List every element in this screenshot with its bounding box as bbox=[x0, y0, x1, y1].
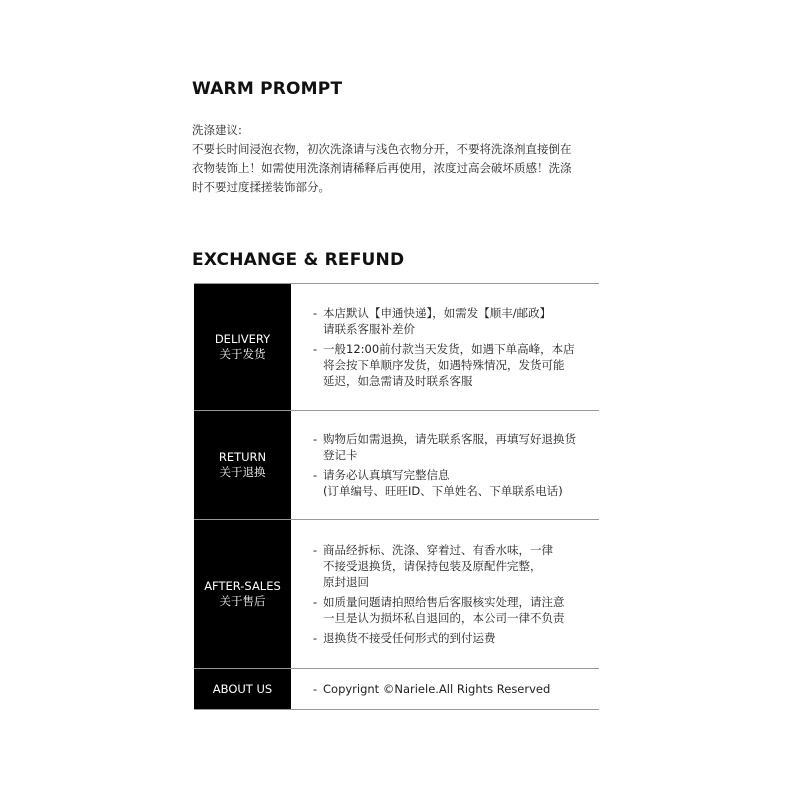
policy-row-about-us bbox=[194, 669, 599, 710]
policy-table bbox=[194, 283, 599, 710]
policy-item-text: 一般12:00前付款当天发货，如遇下单高峰，本店 将会按下单顺序发货，如遇特殊情况，发货可能 延迟，如急需请及时联系客服 bbox=[323, 342, 575, 388]
policy-item-text: 本店默认【申通快递】，如需发【顺丰/邮政】 请联系客服补差价 bbox=[323, 306, 552, 336]
row-label-cn: 关于售后 bbox=[219, 594, 266, 608]
policy-row-delivery bbox=[194, 284, 599, 411]
row-label-en: DELIVERY bbox=[214, 332, 271, 346]
policy-item bbox=[313, 630, 589, 646]
bullet-dash: - bbox=[313, 543, 318, 557]
policy-item-text: 购物后如需退换，请先联系客服，再填写好退换货 登记卡 bbox=[323, 432, 576, 462]
bullet-dash: - bbox=[313, 682, 318, 696]
exchange-refund-title: EXCHANGE & REFUND bbox=[192, 250, 405, 270]
policy-item bbox=[313, 305, 589, 337]
bullet-dash: - bbox=[313, 342, 318, 356]
policy-item bbox=[313, 681, 589, 697]
row-label-delivery bbox=[194, 284, 291, 410]
row-content-after-sales bbox=[291, 520, 599, 668]
row-label-after-sales bbox=[194, 520, 291, 668]
row-content-return bbox=[291, 411, 599, 519]
row-label-about-us bbox=[194, 669, 291, 709]
bullet-dash: - bbox=[313, 595, 318, 609]
bullet-dash: - bbox=[313, 306, 318, 320]
row-label-cn: 关于退换 bbox=[219, 465, 266, 479]
washing-advice-line: 时不要过度揉搓装饰部分。 bbox=[192, 180, 330, 194]
policy-item-text: 请务必认真填写完整信息 (订单编号、旺旺ID、下单姓名、下单联系电话) bbox=[323, 468, 563, 498]
policy-item bbox=[313, 341, 589, 389]
bullet-dash: - bbox=[313, 468, 318, 482]
policy-item-text: 商品经拆标、洗涤、穿着过、有香水味，一律 不接受退换货，请保持包装及原配件完整， 原封退回 bbox=[323, 543, 553, 589]
policy-item bbox=[313, 431, 589, 463]
row-label-en: ABOUT US bbox=[212, 681, 273, 696]
washing-advice-line: 衣物装饰上！如需使用洗涤剂请稀释后再使用，浓度过高会破坏质感！洗涤 bbox=[192, 161, 572, 175]
policy-item bbox=[313, 467, 589, 499]
policy-item-text: 退换货不接受任何形式的到付运费 bbox=[323, 631, 496, 645]
washing-advice-line: 洗涤建议: bbox=[192, 123, 242, 137]
warm-prompt-title: WARM PROMPT bbox=[192, 79, 343, 99]
policy-row-after-sales bbox=[194, 520, 599, 669]
washing-advice bbox=[192, 121, 612, 197]
policy-item bbox=[313, 594, 589, 626]
row-label-en: AFTER-SALES bbox=[204, 579, 281, 593]
copyright-text: Copyrignt ©Nariele.All Rights Reserved bbox=[323, 682, 551, 696]
policy-item-text: 如质量问题请拍照给售后客服核实处理，请注意 一旦是认为损坏私自退回的，本公司一律不负责 bbox=[323, 595, 565, 625]
row-content-delivery bbox=[291, 284, 599, 410]
row-content-about-us bbox=[291, 669, 599, 709]
washing-advice-line: 不要长时间浸泡衣物，初次洗涤请与浅色衣物分开，不要将洗涤剂直接倒在 bbox=[192, 142, 572, 156]
row-label-cn: 关于发货 bbox=[219, 347, 266, 361]
policy-item bbox=[313, 542, 589, 590]
policy-row-return bbox=[194, 411, 599, 520]
bullet-dash: - bbox=[313, 631, 318, 645]
bullet-dash: - bbox=[313, 432, 318, 446]
row-label-en: RETURN bbox=[218, 450, 267, 464]
row-label-return bbox=[194, 411, 291, 519]
